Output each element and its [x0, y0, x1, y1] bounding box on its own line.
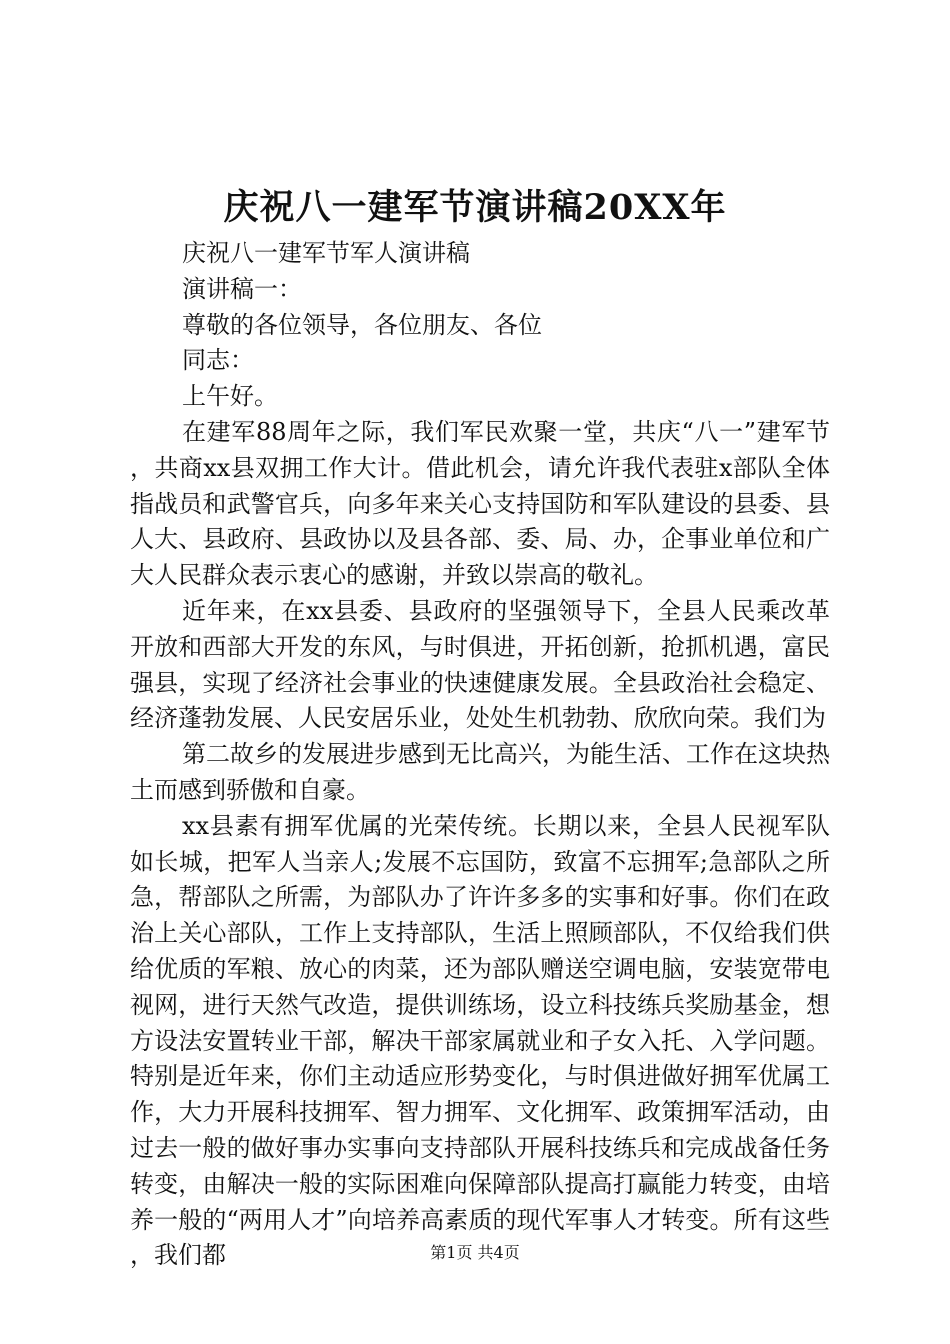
paragraph-salutation-cont: 同志：: [182, 346, 254, 375]
paragraph-subtitle: 庆祝八一建军节军人演讲稿: [182, 239, 470, 267]
document-body: [130, 236, 830, 1274]
page-footer: 第1页 共4页: [430, 1243, 520, 1262]
paragraph-greeting: 上午好。: [182, 382, 278, 411]
paragraph-body: 近年来，在xx县委、县政府的坚强领导下，全县人民乘改革开放和西部大开发的东风，与时俱进，开拓创新，抢抓机遇，富民强县，实现了经济社会事业的快速健康发展。全县政治社会稳定、经济蓬勃发展、人民安居乐业，处处生机勃勃、欣欣向荣。我们为: [130, 596, 830, 733]
paragraph-body: xx县素有拥军优属的光荣传统。长期以来，全县人民视军队如长城，把军人当亲人;发展不忘国防，致富不忘拥军;急部队之所急，帮部队之所需，为部队办了许许多多的实事和好事。你们在政治上关心部队，工作上支持部队，生活上照顾部队，不仅给我们供给优质的军粮、放心的肉菜，还为部队赠送空调电脑，安装宽带电视网，进行天然气改造，提供训练场，设立科技练兵奖励基金，想方设法安置转业干部，解决干部家属就业和子女入托、入学问题。特别是近年来，你们主动适应形势变化，与时俱进做好拥军优属工作，大力开展科技拥军、智力拥军、文化拥军、政策拥军活动，由过去一般的做好事办实事向支持部队开展科技练兵和完成战备任务转变，由解决一般的实际困难向保障部队提高打赢能力转变，由培养一般的“两用人才”向培养高素质的现代军事人才转变。所有这些，我们都: [130, 811, 830, 1270]
paragraph-salutation: 尊敬的各位领导，各位朋友、各位: [182, 310, 542, 339]
document-title: 庆祝八一建军节演讲稿20XX年: [223, 187, 727, 228]
paragraph-speech-label: 演讲稿一：: [182, 274, 302, 303]
paragraph-body: 在建军88周年之际，我们军民欢聚一堂，共庆“八一”建军节，共商xx县双拥工作大计。借此机会，请允许我代表驻x部队全体指战员和武警官兵，向多年来关心支持国防和军队建设的县委、县人大、县政府、县政协以及县各部、委、局、办，企事业单位和广大人民群众表示衷心的感谢，并致以崇高的敬礼。: [130, 417, 830, 590]
paragraph-body: 第二故乡的发展进步感到无比高兴，为能生活、工作在这块热土而感到骄傲和自豪。: [130, 740, 830, 804]
